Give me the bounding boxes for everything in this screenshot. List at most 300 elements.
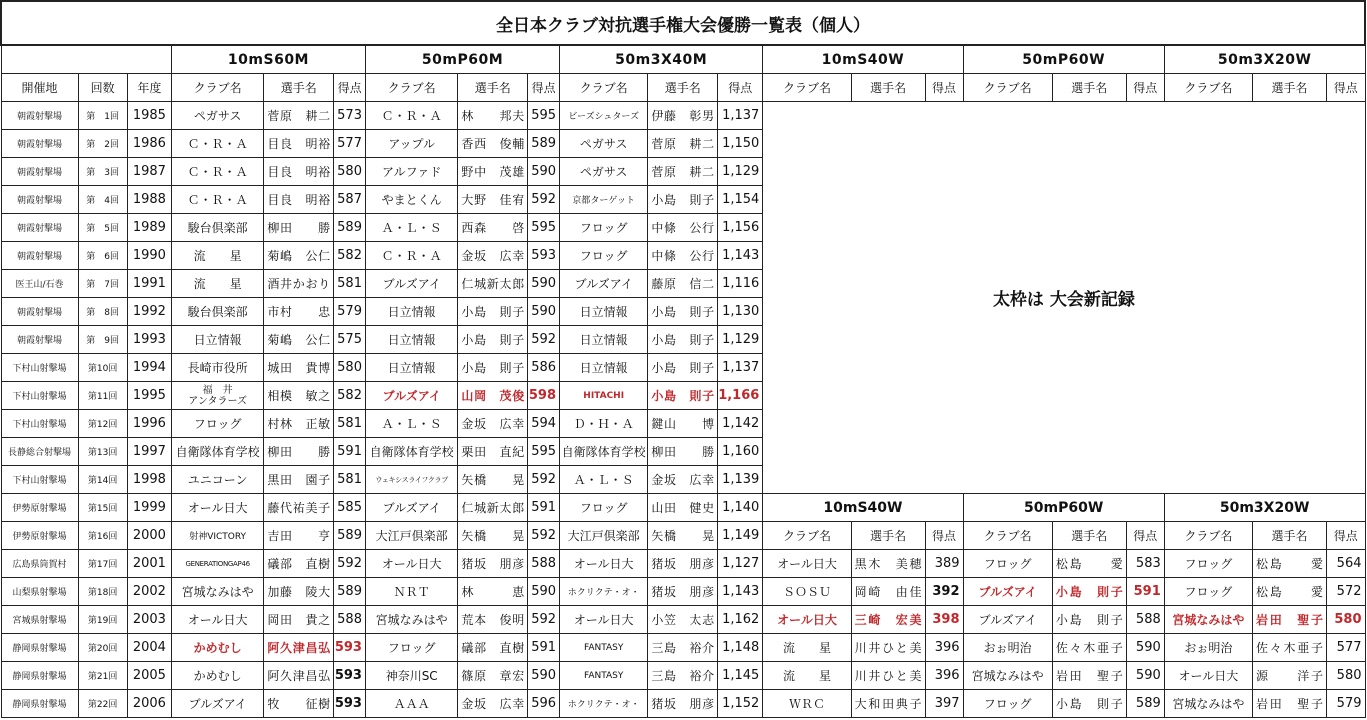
club-name-cell: 日立情報 <box>365 354 457 382</box>
year-cell: 2004 <box>127 634 171 662</box>
club-name-cell: ＳＯＳＵ <box>763 578 851 606</box>
score-cell: 589 <box>334 522 366 550</box>
column-header-row <box>1 74 1365 102</box>
player-name-cell: 目良 明裕 <box>264 186 334 214</box>
score-cell: 397 <box>925 690 963 718</box>
score-header: 得点 <box>718 74 763 102</box>
year-cell: 1987 <box>127 158 171 186</box>
venue-cell: 静岡県射撃場 <box>1 634 78 662</box>
club-name-cell: オール日大 <box>763 550 851 578</box>
player-name-cell: 三島 裕介 <box>648 634 718 662</box>
score-cell: 593 <box>334 662 366 690</box>
venue-cell: 朝霞射撃場 <box>1 242 78 270</box>
score-cell: 396 <box>925 662 963 690</box>
venue-cell: 伊勢原射撃場 <box>1 522 78 550</box>
player-name-cell: 岡崎 由佳 <box>851 578 925 606</box>
club-name-cell: ブルズアイ <box>365 494 457 522</box>
player-name-cell: 小島 則子 <box>458 326 528 354</box>
club-name-cell: かめむし <box>171 634 263 662</box>
venue-cell: 医王山/石巻 <box>1 270 78 298</box>
year-cell: 2005 <box>127 662 171 690</box>
venue-cell: 下村山射撃場 <box>1 466 78 494</box>
venue-cell: 伊勢原射撃場 <box>1 494 78 522</box>
club-name-cell: フロッグ <box>963 550 1052 578</box>
club-name-cell: オール日大 <box>560 550 648 578</box>
player-name-cell: 小島 則子 <box>648 382 718 410</box>
score-cell: 588 <box>334 606 366 634</box>
score-cell: 1,160 <box>718 438 763 466</box>
page-title: 全日本クラブ対抗選手権大会優勝一覧表（個人） <box>1 1 1365 45</box>
round-cell: 第21回 <box>78 662 127 690</box>
club-header: クラブ名 <box>963 522 1052 550</box>
table-row <box>1 690 1365 718</box>
player-name-cell: 菅原 耕二 <box>648 158 718 186</box>
player-name-cell: 城田 貴博 <box>264 354 334 382</box>
round-cell: 第20回 <box>78 634 127 662</box>
player-name-cell: 野中 茂雄 <box>458 158 528 186</box>
event-header: 50m3X20W <box>1164 494 1365 522</box>
club-name-cell: HITACHI <box>560 382 648 410</box>
player-name-cell: 大和田典子 <box>851 690 925 718</box>
score-cell: 590 <box>528 270 560 298</box>
event-header: 50mP60W <box>963 494 1164 522</box>
player-name-cell: 松島 愛 <box>1253 550 1327 578</box>
player-name-cell: 仁城新太郎 <box>458 494 528 522</box>
club-name-cell: ブルズアイ <box>365 382 457 410</box>
club-name-cell: ブルズアイ <box>365 270 457 298</box>
player-header: 選手名 <box>851 522 925 550</box>
score-cell: 591 <box>528 634 560 662</box>
club-name-cell: フロッグ <box>171 410 263 438</box>
table-row <box>1 606 1365 634</box>
score-cell: 588 <box>528 550 560 578</box>
score-cell: 1,140 <box>718 494 763 522</box>
event-header: 10mS40W <box>763 45 963 74</box>
club-header: クラブ名 <box>763 522 851 550</box>
score-cell: 589 <box>334 214 366 242</box>
round-cell: 第12回 <box>78 410 127 438</box>
club-name-cell: ブルズアイ <box>171 690 263 718</box>
score-cell: 1,129 <box>718 158 763 186</box>
year-cell: 1989 <box>127 214 171 242</box>
club-name-cell: オール日大 <box>171 494 263 522</box>
player-name-cell: 猪坂 朋彦 <box>648 690 718 718</box>
club-name-cell: 大江戸倶楽部 <box>560 522 648 550</box>
player-name-cell: 川井ひと美 <box>851 634 925 662</box>
club-name-cell: フロッグ <box>560 494 648 522</box>
score-cell: 1,166 <box>718 382 763 410</box>
score-cell: 1,154 <box>718 186 763 214</box>
club-name-cell: GENERATIONGAP46 <box>171 550 263 578</box>
club-name-cell: 京都ターゲット <box>560 186 648 214</box>
round-cell: 第16回 <box>78 522 127 550</box>
event-header: 10mS40W <box>763 494 963 522</box>
score-cell: 580 <box>334 158 366 186</box>
year-cell: 1991 <box>127 270 171 298</box>
player-name-cell: 村林 正敏 <box>264 410 334 438</box>
club-name-cell: 日立情報 <box>365 298 457 326</box>
player-name-cell: 小島 則子 <box>458 298 528 326</box>
round-cell: 第 6回 <box>78 242 127 270</box>
club-name-cell: フロッグ <box>963 690 1052 718</box>
score-header: 得点 <box>925 74 963 102</box>
round-cell: 第10回 <box>78 354 127 382</box>
player-name-cell: 矢橋 晃 <box>458 466 528 494</box>
player-header: 選手名 <box>1052 522 1126 550</box>
club-name-cell: オール日大 <box>171 606 263 634</box>
score-cell: 1,116 <box>718 270 763 298</box>
club-name-cell: 自衛隊体育学校 <box>365 438 457 466</box>
player-name-cell: 金坂 広幸 <box>458 242 528 270</box>
score-cell: 1,137 <box>718 354 763 382</box>
player-name-cell: 相模 敏之 <box>264 382 334 410</box>
score-cell: 592 <box>528 522 560 550</box>
score-cell: 596 <box>528 690 560 718</box>
player-name-cell: 山田 健史 <box>648 494 718 522</box>
round-cell: 第13回 <box>78 438 127 466</box>
club-name-cell: 宮城なみはや <box>1164 690 1252 718</box>
score-cell: 590 <box>528 298 560 326</box>
table-body <box>1 1 1365 718</box>
club-header: クラブ名 <box>560 74 648 102</box>
player-name-cell: 源 洋子 <box>1253 662 1327 690</box>
round-cell: 第 4回 <box>78 186 127 214</box>
club-name-cell: フロッグ <box>365 634 457 662</box>
club-name-cell: ホクリクテ・オ・ <box>560 578 648 606</box>
club-name-cell: ブルズアイ <box>963 606 1052 634</box>
club-name-cell: 流 星 <box>171 270 263 298</box>
player-name-cell: 礒部 直樹 <box>264 550 334 578</box>
club-name-cell: オール日大 <box>560 606 648 634</box>
event-header: 50mP60W <box>963 45 1164 74</box>
club-name-cell: Ｃ・Ｒ・Ａ <box>171 186 263 214</box>
table-row <box>1 662 1365 690</box>
year-cell: 1986 <box>127 130 171 158</box>
player-name-cell: 篠原 章宏 <box>458 662 528 690</box>
score-header: 得点 <box>1326 522 1365 550</box>
score-cell: 1,152 <box>718 690 763 718</box>
player-name-cell: 牧 征樹 <box>264 690 334 718</box>
score-cell: 592 <box>334 550 366 578</box>
club-header: クラブ名 <box>1164 74 1252 102</box>
score-cell: 598 <box>528 382 560 410</box>
score-cell: 581 <box>334 466 366 494</box>
year-cell: 1985 <box>127 102 171 130</box>
player-name-cell: 西森 啓 <box>458 214 528 242</box>
score-cell: 582 <box>334 242 366 270</box>
venue-cell: 朝霞射撃場 <box>1 326 78 354</box>
club-name-cell: 宮城なみはや <box>171 578 263 606</box>
player-name-cell: 香西 俊輔 <box>458 130 528 158</box>
club-header: クラブ名 <box>1164 522 1252 550</box>
player-name-cell: 小島 則子 <box>648 326 718 354</box>
score-cell: 594 <box>528 410 560 438</box>
club-name-cell: ホクリクテ・オ・ <box>560 690 648 718</box>
club-name-cell: 宮城なみはや <box>963 662 1052 690</box>
venue-cell: 下村山射撃場 <box>1 382 78 410</box>
event-header: 10mS60M <box>171 45 365 74</box>
score-cell: 590 <box>1126 662 1164 690</box>
player-name-cell: 小島 則子 <box>648 298 718 326</box>
round-cell: 第 9回 <box>78 326 127 354</box>
event-header: 50m3X20W <box>1164 45 1365 74</box>
player-name-cell: 岩田 聖子 <box>1052 662 1126 690</box>
club-name-cell: Ｄ・Ｈ・Ａ <box>560 410 648 438</box>
club-name-cell: Ｃ・Ｒ・Ａ <box>365 102 457 130</box>
player-name-cell: 阿久津昌弘 <box>264 662 334 690</box>
club-name-cell: オール日大 <box>1164 662 1252 690</box>
score-header: 得点 <box>925 522 963 550</box>
player-name-cell: 柳田 勝 <box>264 438 334 466</box>
player-name-cell: 松島 愛 <box>1253 578 1327 606</box>
player-name-cell: 黒田 園子 <box>264 466 334 494</box>
score-cell: 589 <box>528 130 560 158</box>
club-name-cell: ブルズアイ <box>963 578 1052 606</box>
score-cell: 591 <box>528 494 560 522</box>
player-name-cell: 阿久津昌弘 <box>264 634 334 662</box>
club-name-cell: ブルズアイ <box>560 270 648 298</box>
score-cell: 575 <box>334 326 366 354</box>
venue-cell: 宮城県射撃場 <box>1 606 78 634</box>
year-cell: 2003 <box>127 606 171 634</box>
player-name-cell: 小島 則子 <box>648 186 718 214</box>
player-name-cell: 荒本 俊明 <box>458 606 528 634</box>
score-cell: 580 <box>1326 662 1365 690</box>
club-name-cell: ＡＡＡ <box>365 690 457 718</box>
round-cell: 第 1回 <box>78 102 127 130</box>
year-cell: 1997 <box>127 438 171 466</box>
table-row <box>1 634 1365 662</box>
score-cell: 593 <box>334 690 366 718</box>
venue-cell: 長静総合射撃場 <box>1 438 78 466</box>
player-name-cell: 松島 愛 <box>1052 550 1126 578</box>
player-name-cell: 加藤 陵大 <box>264 578 334 606</box>
club-name-cell: FANTASY <box>560 662 648 690</box>
score-cell: 583 <box>1126 550 1164 578</box>
club-name-cell: ビーズシュターズ <box>560 102 648 130</box>
player-name-cell: 岩田 聖子 <box>1253 690 1327 718</box>
club-name-cell: 大江戸倶楽部 <box>365 522 457 550</box>
score-header: 得点 <box>1126 74 1164 102</box>
year-cell: 1992 <box>127 298 171 326</box>
table-row <box>1 578 1365 606</box>
year-cell: 1988 <box>127 186 171 214</box>
score-cell: 590 <box>1126 634 1164 662</box>
round-cell: 第15回 <box>78 494 127 522</box>
score-cell: 589 <box>1126 690 1164 718</box>
score-cell: 1,129 <box>718 326 763 354</box>
score-cell: 595 <box>528 214 560 242</box>
year-cell: 1999 <box>127 494 171 522</box>
player-name-cell: 林 邦夫 <box>458 102 528 130</box>
venue-cell: 朝霞射撃場 <box>1 298 78 326</box>
player-name-cell: 矢橋 晃 <box>458 522 528 550</box>
year-cell: 2001 <box>127 550 171 578</box>
venue-cell: 朝霞射撃場 <box>1 130 78 158</box>
player-header: 選手名 <box>1253 74 1327 102</box>
score-cell: 595 <box>528 102 560 130</box>
club-header: クラブ名 <box>763 74 851 102</box>
club-name-cell: やまとくん <box>365 186 457 214</box>
score-cell: 579 <box>1326 690 1365 718</box>
club-name-cell: かめむし <box>171 662 263 690</box>
player-name-cell: 山岡 茂俊 <box>458 382 528 410</box>
score-cell: 580 <box>334 354 366 382</box>
score-cell: 582 <box>334 382 366 410</box>
round-cell: 第17回 <box>78 550 127 578</box>
year-cell: 1996 <box>127 410 171 438</box>
score-cell: 1,127 <box>718 550 763 578</box>
club-name-cell: アップル <box>365 130 457 158</box>
score-cell: 591 <box>334 438 366 466</box>
club-name-cell: 日立情報 <box>365 326 457 354</box>
score-cell: 389 <box>925 550 963 578</box>
score-cell: 1,145 <box>718 662 763 690</box>
club-name-cell: 宮城なみはや <box>1164 606 1252 634</box>
player-header: 選手名 <box>1253 522 1327 550</box>
round-cell: 第 5回 <box>78 214 127 242</box>
player-name-cell: 柳田 勝 <box>648 438 718 466</box>
score-cell: 572 <box>1326 578 1365 606</box>
club-name-cell: 長崎市役所 <box>171 354 263 382</box>
venue-cell: 朝霞射撃場 <box>1 102 78 130</box>
score-cell: 592 <box>528 186 560 214</box>
score-cell: 1,143 <box>718 578 763 606</box>
player-name-cell: 金坂 広幸 <box>458 410 528 438</box>
venue-cell: 下村山射撃場 <box>1 410 78 438</box>
score-cell: 1,149 <box>718 522 763 550</box>
score-cell: 1,150 <box>718 130 763 158</box>
player-header: 選手名 <box>648 74 718 102</box>
score-cell: 590 <box>528 158 560 186</box>
score-cell: 1,142 <box>718 410 763 438</box>
year-cell: 2006 <box>127 690 171 718</box>
club-header: クラブ名 <box>171 74 263 102</box>
club-name-cell: 日立情報 <box>560 326 648 354</box>
club-name-cell: フロッグ <box>560 214 648 242</box>
table-row <box>1 102 1365 130</box>
score-cell: 588 <box>1126 606 1164 634</box>
club-name-cell: Ａ・Ｌ・Ｓ <box>365 214 457 242</box>
venue-cell: 静岡県射撃場 <box>1 690 78 718</box>
score-cell: 581 <box>334 410 366 438</box>
player-name-cell: 柳田 勝 <box>264 214 334 242</box>
player-name-cell: 小島 則子 <box>648 354 718 382</box>
player-name-cell: 酒井かおり <box>264 270 334 298</box>
player-name-cell: 大野 佳宥 <box>458 186 528 214</box>
venue-cell: 山梨県射撃場 <box>1 578 78 606</box>
score-cell: 590 <box>528 662 560 690</box>
player-name-cell: 岡田 貴之 <box>264 606 334 634</box>
venue-cell: 広島県筒賀村 <box>1 550 78 578</box>
round-cell: 第11回 <box>78 382 127 410</box>
score-cell: 396 <box>925 634 963 662</box>
player-name-cell: 佐々木亜子 <box>1253 634 1327 662</box>
player-name-cell: 中條 公行 <box>648 242 718 270</box>
year-header: 年度 <box>127 74 171 102</box>
year-cell: 2000 <box>127 522 171 550</box>
score-cell: 591 <box>1126 578 1164 606</box>
player-name-cell: 菊嶋 公仁 <box>264 242 334 270</box>
score-cell: 585 <box>334 494 366 522</box>
venue-cell: 朝霞射撃場 <box>1 158 78 186</box>
club-name-cell: 自衛隊体育学校 <box>560 438 648 466</box>
round-cell: 第14回 <box>78 466 127 494</box>
club-name-cell: フロッグ <box>560 242 648 270</box>
score-cell: 579 <box>334 298 366 326</box>
score-cell: 1,130 <box>718 298 763 326</box>
club-name-cell: Ａ・Ｌ・Ｓ <box>365 410 457 438</box>
club-name-cell: 日立情報 <box>560 354 648 382</box>
club-name-cell: ペガサス <box>560 158 648 186</box>
player-name-cell: 藤原 信二 <box>648 270 718 298</box>
score-cell: 1,143 <box>718 242 763 270</box>
score-cell: 1,137 <box>718 102 763 130</box>
score-cell: 592 <box>528 466 560 494</box>
score-header: 得点 <box>1126 522 1164 550</box>
player-name-cell: 菅原 耕二 <box>264 102 334 130</box>
year-cell: 1995 <box>127 382 171 410</box>
club-name-cell: 日立情報 <box>560 298 648 326</box>
score-cell: 577 <box>1326 634 1365 662</box>
player-name-cell: 藤代祐美子 <box>264 494 334 522</box>
club-name-cell: 日立情報 <box>171 326 263 354</box>
score-cell: 592 <box>528 326 560 354</box>
club-name-cell: 駿台倶楽部 <box>171 298 263 326</box>
venue-header: 開催地 <box>1 74 78 102</box>
player-header: 選手名 <box>264 74 334 102</box>
player-name-cell: 菅原 耕二 <box>648 130 718 158</box>
player-name-cell: 小島 則子 <box>1052 606 1126 634</box>
score-cell: 392 <box>925 578 963 606</box>
club-name-cell: 流 星 <box>171 242 263 270</box>
score-cell: 1,156 <box>718 214 763 242</box>
event-header-row <box>1 45 1365 74</box>
score-cell: 586 <box>528 354 560 382</box>
player-header: 選手名 <box>1052 74 1126 102</box>
player-name-cell: 伊藤 彰男 <box>648 102 718 130</box>
club-name-cell: ＷＲＣ <box>763 690 851 718</box>
club-header: クラブ名 <box>365 74 457 102</box>
player-name-cell: 目良 明裕 <box>264 158 334 186</box>
club-name-cell: おぉ明治 <box>963 634 1052 662</box>
player-name-cell: 金坂 広幸 <box>458 690 528 718</box>
club-name-cell: Ａ・Ｌ・Ｓ <box>560 466 648 494</box>
club-name-cell: ＮＲＴ <box>365 578 457 606</box>
player-name-cell: 鍵山 博 <box>648 410 718 438</box>
venue-cell: 下村山射撃場 <box>1 354 78 382</box>
club-name-cell: フロッグ <box>1164 578 1252 606</box>
player-name-cell: 林 恵 <box>458 578 528 606</box>
table-row <box>1 522 1365 550</box>
score-cell: 593 <box>528 242 560 270</box>
venue-cell: 静岡県射撃場 <box>1 662 78 690</box>
year-cell: 2002 <box>127 578 171 606</box>
score-cell: 580 <box>1326 606 1365 634</box>
player-name-cell: 岩田 聖子 <box>1253 606 1327 634</box>
score-header: 得点 <box>528 74 560 102</box>
table-row <box>1 494 1365 522</box>
club-name-cell: おぉ明治 <box>1164 634 1252 662</box>
round-cell: 第18回 <box>78 578 127 606</box>
club-name-cell: アルファド <box>365 158 457 186</box>
player-name-cell: 川井ひと美 <box>851 662 925 690</box>
score-cell: 398 <box>925 606 963 634</box>
score-cell: 1,139 <box>718 466 763 494</box>
club-name-cell: 射神VICTORY <box>171 522 263 550</box>
player-name-cell: 菊嶋 公仁 <box>264 326 334 354</box>
venue-cell: 朝霞射撃場 <box>1 214 78 242</box>
